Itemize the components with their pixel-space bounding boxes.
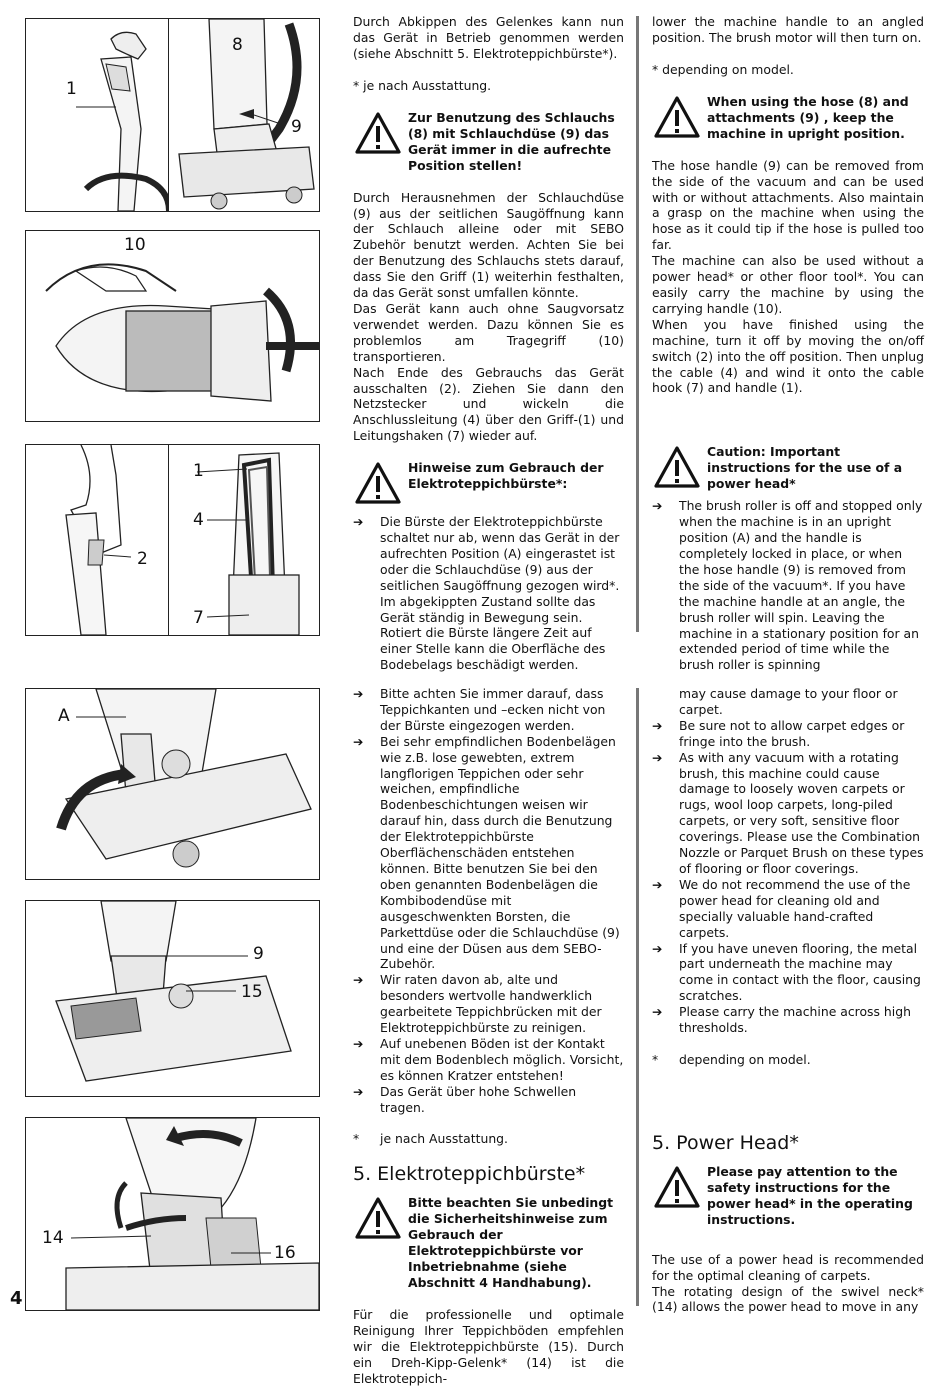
- power-head-illustration: [26, 901, 319, 1096]
- de-bottom-note: * je nach Ausstattung.: [353, 1131, 508, 1147]
- en-section-paragraph-2: The rotating design of the swivel neck* (14) allows the power head to move in any: [652, 1283, 924, 1315]
- list-item: ➔ Auf unebenen Böden ist der Kontakt mit dem Bodenblech möglich. Vorsicht, es können Kratzer entstehen!: [353, 1035, 624, 1083]
- callout-1: 1: [193, 461, 204, 481]
- de-paragraph-1: Durch Abkippen des Gelenkes kann nun das Gerät in Betrieb genommen werden (siehe Abschnitt 5. Elektroteppichbürste*).: [353, 14, 624, 61]
- en-top-bullets: [652, 498, 924, 673]
- figure-power-head: [25, 900, 320, 1097]
- figure-swivel-neck: [25, 1117, 320, 1311]
- bottom-german-column: [353, 686, 624, 1387]
- warning-icon: [654, 96, 700, 138]
- en-section-paragraph-1: The use of a power head is recommended for the optimal cleaning of carpets.: [652, 1251, 924, 1283]
- column-divider-top: [636, 16, 639, 632]
- figure-upright-hose: [168, 18, 320, 212]
- de-section-paragraph: Für die professionelle und optimale Reinigung Ihrer Teppichböden empfehlen wir die Elektroteppichbürste (15). Durch ein Dreh-Kipp-Gelenk* (14) ist die Elektroteppich-: [353, 1307, 624, 1386]
- arrow-icon: ➔: [652, 717, 663, 733]
- en-paragraph-3: The machine can also be used without a power head* or other floor tool*. You can easily carry the machine by using the carrying handle (10).: [652, 253, 924, 316]
- arrow-icon: ➔: [353, 686, 364, 701]
- list-item: ➔ Die Bürste der Elektroteppichbürste schaltet nur ab, wenn das Gerät in der aufrechten Position (A) eingerastet ist oder die Schlauchdüse (9) aus der seitlichen Saugöffnung gezogen wird*. Im abgekippten Zustand sollte das Gerät ständig in Bewegung sein. Rotiert die Bürste längere Zeit auf einer Stelle kann die Oberfläche des Bodebelags beschädigt werden.: [353, 514, 620, 673]
- warning-icon: [355, 1197, 401, 1239]
- en-paragraph-4: When you have finished using the machine, turn it off by moving the on/off switch (2) into the off position. Then unplug the cable (4) and wind it onto the cable hook (7) and handle (1).: [652, 316, 924, 396]
- de-note: * je nach Ausstattung.: [353, 77, 492, 93]
- de-top-bullets: [353, 514, 624, 673]
- en-warning-safety: [652, 1164, 924, 1228]
- handle-illustration: [26, 19, 169, 211]
- list-item: ➔ Bitte achten Sie immer darauf, dass Teppichkanten und –ecken nicht von der Bürste eingezogen werden.: [353, 686, 606, 733]
- callout-A: A: [58, 706, 70, 726]
- de-bottom-bullets: [353, 686, 624, 1115]
- column-divider-bottom: [636, 688, 639, 1306]
- de-warning-safety: [353, 1195, 624, 1291]
- de-warning-safety-text: Bitte beachten Sie unbedingt die Sicherheitshinweise zum Gebrauch der Elektroteppichbürste vor Inbetriebnahme (siehe Abschnitt 4 Handhabung).: [408, 1195, 614, 1291]
- callout-1: 1: [66, 79, 77, 99]
- carry-handle-illustration: [26, 231, 319, 421]
- list-item: ➔ Das Gerät über hohe Schwellen tragen.: [353, 1083, 577, 1115]
- arrow-icon: ➔: [652, 498, 663, 514]
- callout-9: 9: [291, 117, 302, 137]
- switch-illustration: [26, 445, 169, 635]
- top-english-column: [652, 14, 924, 673]
- list-item: may cause damage to your floor or carpet.: [679, 686, 898, 717]
- warning-icon: [355, 112, 401, 154]
- list-item: ➔ The brush roller is off and stopped only when the machine is in an upright position (A) and the handle is completely locked in place, or when the hose handle (9) is removed from the side of the vacuum*. If you have the machine handle at an angle, the brush roller will spin. Leaving the machine in a stationary position for an extended period of time while the brush roller is spinning: [652, 498, 923, 673]
- callout-15: 15: [241, 982, 263, 1002]
- list-item: ➔ Please carry the machine across high thresholds.: [652, 1004, 911, 1036]
- en-bottom-bullets: [652, 686, 924, 1036]
- arrow-icon: ➔: [652, 940, 663, 956]
- callout-2: 2: [137, 549, 148, 569]
- list-item: ➔ Be sure not to allow carpet edges or fringe into the brush.: [652, 717, 905, 749]
- en-paragraph-1: lower the machine handle to an angled position. The brush motor will then turn on.: [652, 14, 924, 45]
- figure-handle-switch: [25, 18, 170, 212]
- figure-carry-handle: [25, 230, 320, 422]
- figure-upright-position: [25, 688, 320, 880]
- en-paragraph-2: The hose handle (9) can be removed from the side of the vacuum and can be used with or without attachments. Also maintain a grasp on the machine when using the hose as it could tip if the hose is pulled too far.: [652, 157, 924, 253]
- en-warning-hose-text: When using the hose (8) and attachments (9) , keep the machine in upright position.: [707, 93, 909, 141]
- bottom-english-column: [652, 686, 924, 1315]
- arrow-icon: ➔: [652, 1004, 663, 1020]
- figure-cable-hooks: [168, 444, 320, 636]
- de-warning-hose: [353, 110, 624, 174]
- arrow-icon: ➔: [353, 514, 364, 530]
- en-note: * depending on model.: [652, 61, 794, 77]
- arrow-icon: ➔: [652, 876, 663, 892]
- list-item: ➔ Bei sehr empfindlichen Bodenbelägen wie z.B. lose gewebten, extrem langflorigen Teppichen oder sehr weichen, empfindliche Bodenbeschichtungen weisen wir darauf hin, dass durch die Benutzung der Elektroteppichbürste Oberflächenschäden entstehen können. Bitte benutzen Sie bei den oben genannten Bodenbelägen die Kombibodendüse mit ausgeschwenkten Borsten, die Parkettdüse oder die Schlauchdüse (9) und eine der Düsen aus dem SEBO-Zubehör.: [353, 733, 620, 972]
- callout-7: 7: [193, 608, 204, 628]
- list-item: ➔ Wir raten davon ab, alte und besonders wertvolle handwerklich gearbeitete Teppichbrücken mit der Elektroteppichbürste zu reinigen.: [353, 972, 602, 1036]
- list-item: ➔ If you have uneven flooring, the metal part underneath the machine may come in contact with the floor, causing scratches.: [652, 940, 921, 1004]
- warning-icon: [355, 462, 401, 504]
- cable-hooks-illustration: [169, 445, 319, 635]
- callout-8: 8: [232, 35, 243, 55]
- arrow-icon: ➔: [353, 1083, 364, 1099]
- warning-icon: [654, 1166, 700, 1208]
- de-warning-power-head-text: Hinweise zum Gebrauch der Elektroteppichbürste*:: [408, 460, 604, 492]
- en-warning-power-head: [652, 444, 924, 492]
- en-section-title: 5. Power Head*: [652, 1131, 799, 1154]
- callout-14: 14: [42, 1228, 64, 1248]
- arrow-icon: ➔: [652, 749, 663, 765]
- warning-icon: [654, 446, 700, 488]
- arrow-icon: ➔: [353, 1035, 364, 1051]
- de-section-title: 5. Elektroteppichbürste*: [353, 1163, 586, 1186]
- top-german-column: [353, 14, 624, 673]
- arrow-icon: ➔: [353, 733, 364, 749]
- callout-16: 16: [274, 1243, 296, 1263]
- callout-10: 10: [124, 235, 146, 255]
- list-item: ➔ As with any vacuum with a rotating brush, this machine could cause damage to loosely woven carpets or rugs, wool loop carpets, long-piled carpets, or very soft, sensitive floor coverings. Please use the Combination Nozzle or Parquet Brush on these types of flooring or floor coverings.: [652, 749, 924, 876]
- callout-9: 9: [253, 944, 264, 964]
- page-number: 4: [10, 1288, 23, 1309]
- de-paragraph-3: Das Gerät kann auch ohne Saugvorsatz verwendet werden. Dazu können Sie es problemlos am Tragegriff (10) transportieren.: [353, 300, 624, 364]
- en-warning-safety-text: Please pay attention to the safety instructions for the power head* in the operating instructions.: [707, 1163, 913, 1227]
- en-warning-hose: [652, 94, 924, 142]
- arrow-icon: ➔: [353, 972, 364, 988]
- list-item: ➔ We do not recommend the use of the power head for cleaning old and specially valuable hand-crafted carpets.: [652, 876, 911, 940]
- de-paragraph-4: Nach Ende des Gebrauchs das Gerät ausschalten (2). Ziehen Sie dann den Netzstecker und wickeln die Anschlussleitung (4) über den Griff-(1) und Leitungshaken (7) wieder auf.: [353, 364, 624, 444]
- de-warning-power-head: [353, 460, 624, 508]
- callout-4: 4: [193, 510, 204, 530]
- en-bottom-note: * depending on model.: [652, 1051, 811, 1067]
- en-warning-power-head-text: Caution: Important instructions for the use of a power head*: [707, 444, 903, 492]
- figure-on-off-switch: [25, 444, 170, 636]
- de-paragraph-2: Durch Herausnehmen der Schlauchdüse (9) aus der seitlichen Saugöffnung kann der Schlauch alleine oder mit SEBO Zubehör benutzt werden. Achten Sie bei der Benutzung des Schlauchs stets darauf, dass Sie den Griff (1) weiterhin festhalten, da das Gerät sonst umfallen könnte.: [353, 189, 624, 301]
- upright-hose-illustration: [169, 19, 319, 211]
- swivel-neck-illustration: [26, 1118, 319, 1310]
- de-warning-hose-text: Zur Benutzung des Schlauchs (8) mit Schlauchdüse (9) das Gerät immer in die aufrechte Position stellen!: [408, 109, 615, 173]
